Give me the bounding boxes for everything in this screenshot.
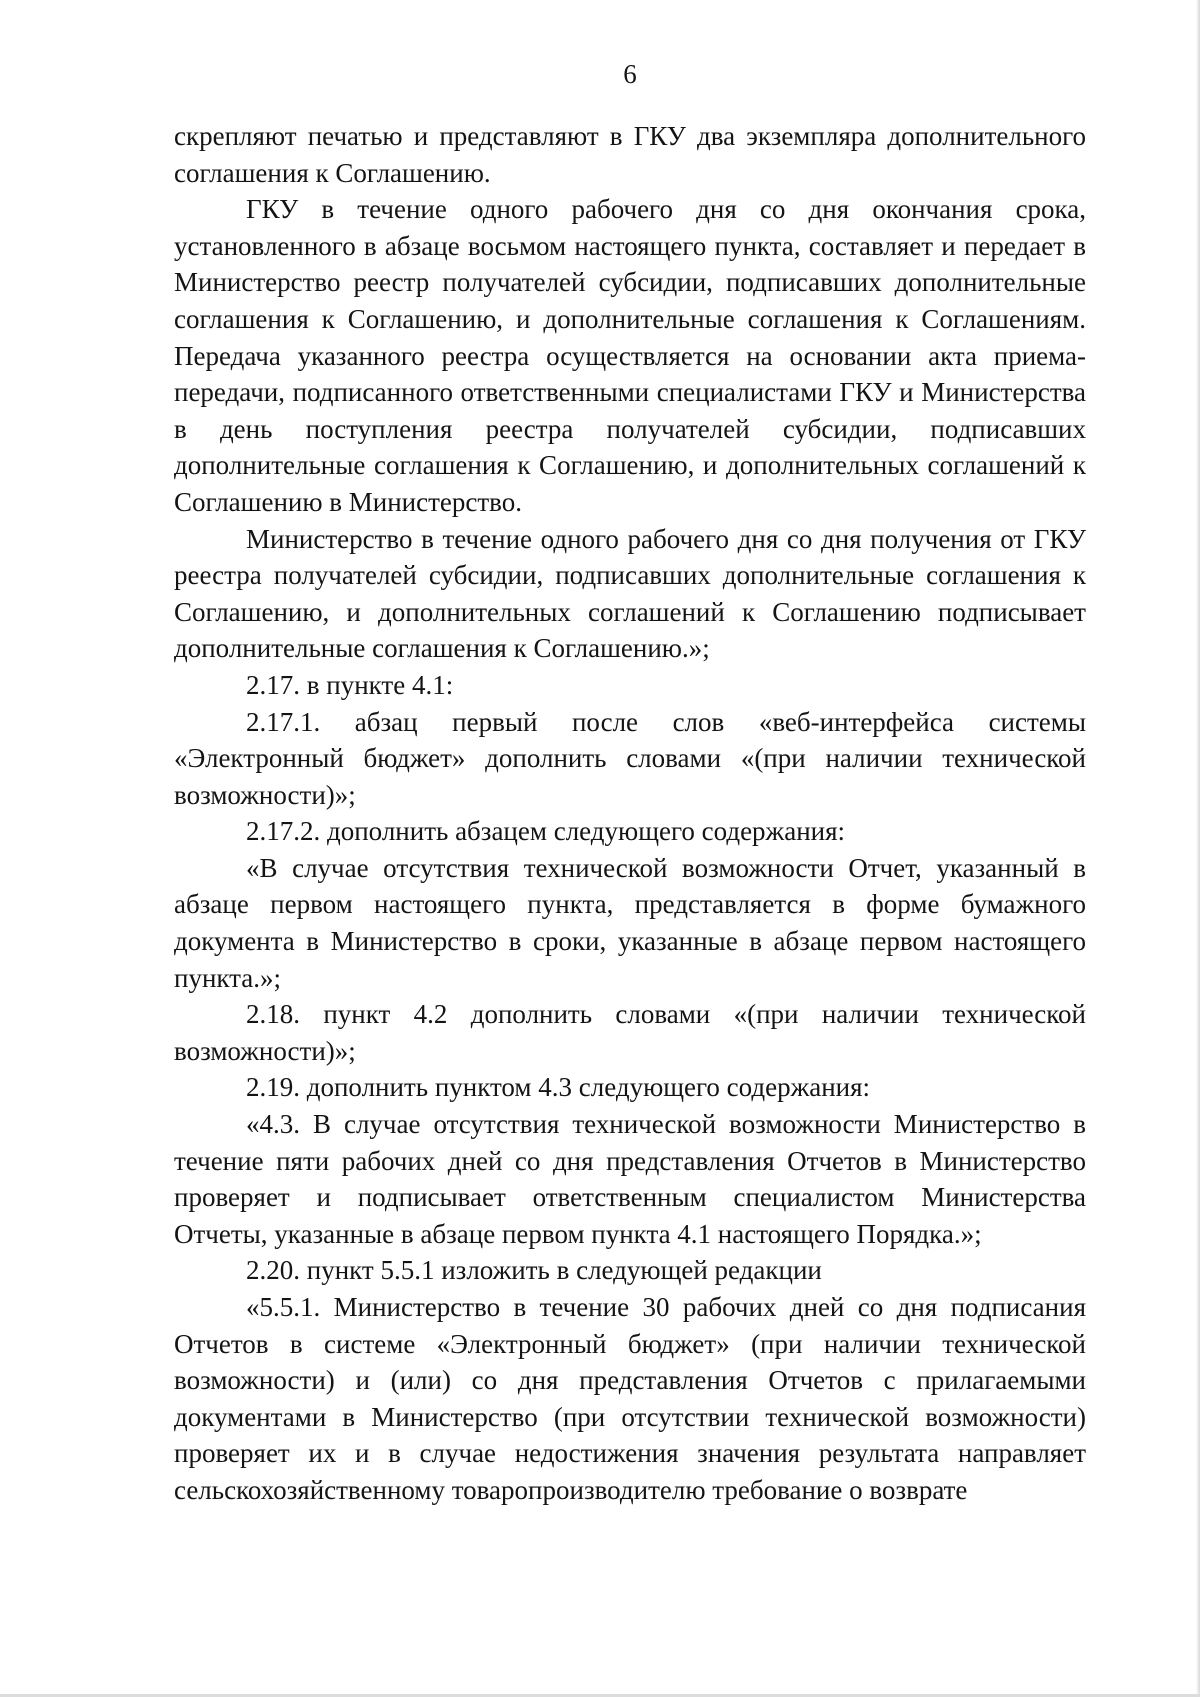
paragraph-2-20: 2.20. пункт 5.5.1 изложить в следующей редакции <box>246 1255 822 1286</box>
paragraph-2-17-1: 2.17.1. абзац первый после слов «веб-интерфейса системы «Электронный бюджет» дополнить словами «(при наличии технической возможности)»; <box>174 706 1086 810</box>
paragraph-4-3: «4.3. В случае отсутствия технической возможности Министерство в течение пяти рабочих дней со дня представления Отчетов в Министерство проверяет и подписывает ответственным специалистом Министерства Отчеты, указанные в абзаце первом пункта 4.1 настоящего Порядка.»; <box>174 1109 1086 1249</box>
paragraph-2-18: 2.18. пункт 4.2 дополнить словами «(при наличии технической возможности)»; <box>174 999 1086 1066</box>
paragraph-2-19: 2.19. дополнить пунктом 4.3 следующего содержания: <box>246 1072 871 1103</box>
paragraph-continuation: скрепляют печатью и представляют в ГКУ два экземпляра дополнительного соглашения к Соглашению. <box>174 121 1086 188</box>
paragraph-no-technical-possibility-report: «В случае отсутствия технической возможности Отчет, указанный в абзаце первом настоящего пункта, представляется в форме бумажного документа в Министерство в сроки, указанные в абзаце первом настоящего пункта.»; <box>174 852 1086 993</box>
paragraph-ministry-signs: Министерство в течение одного рабочего дня со дня получения от ГКУ реестра получателей субсидии, подписавших дополнительные соглашения к Соглашению, и дополнительных соглашений к Соглашению подписывает дополнительные соглашения к Соглашению.»; <box>174 523 1086 664</box>
paragraph-2-17: 2.17. в пункте 4.1: <box>246 669 454 700</box>
page-number: 6 <box>623 59 637 89</box>
paragraph-gku-registry: ГКУ в течение одного рабочего дня со дня окончания срока, установленного в абзаце восьмом настоящего пункта, составляет и передает в Министерство реестр получателей субсидии, подписавших дополнительные соглашения к Соглашению, и дополнительные соглашения к Соглашениям. Передача указанного реестра осуществляется на основании акта приема-передачи, подписанного ответственными специалистами ГКУ и Министерства в день поступления реестра получателей субсидии, подписавших дополнительные соглашения к Соглашению, и дополнительных соглашений к Соглашению в Министерство. <box>174 194 1086 517</box>
document-body <box>174 118 1086 1509</box>
paragraph-2-17-2: 2.17.2. дополнить абзацем следующего содержания: <box>246 816 846 847</box>
scan-edge-right <box>1196 0 1200 1697</box>
paragraph-5-5-1: «5.5.1. Министерство в течение 30 рабочих дней со дня подписания Отчетов в системе «Электронный бюджет» (при наличии технической возможности) и (или) со дня представления Отчетов с прилагаемыми документами в Министерство (при отсутствии технической возможности) проверяет их и в случае недостижения значения результата направляет сельскохозяйственному товаропроизводителю требование о возврате <box>174 1292 1086 1505</box>
